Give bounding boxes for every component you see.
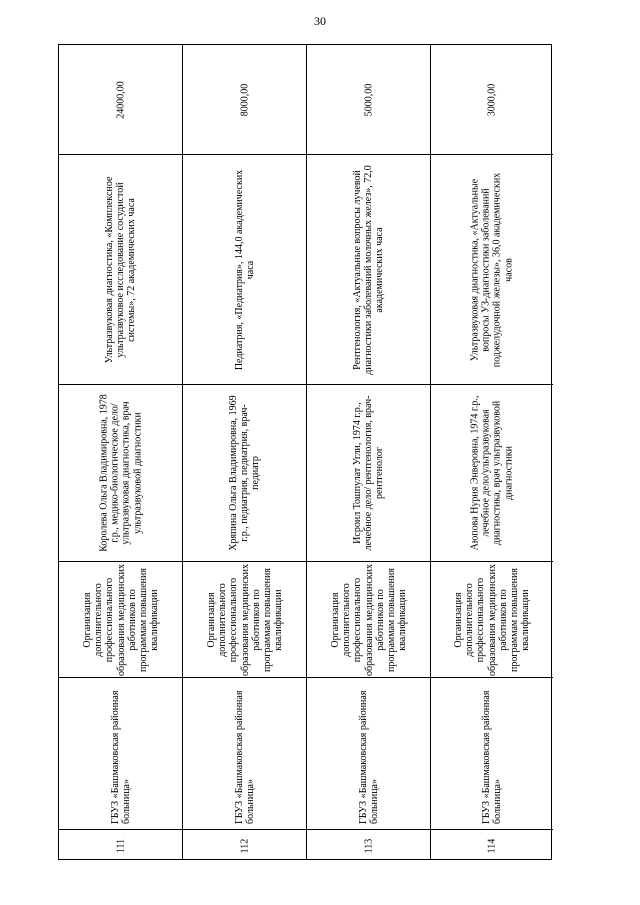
course-text: Педиатрия, «Педиатрия», 144,0 академических часа bbox=[233, 169, 256, 370]
table-row bbox=[307, 45, 431, 859]
cell-amount bbox=[431, 45, 553, 154]
cell-course bbox=[59, 154, 182, 384]
cell-course bbox=[431, 154, 553, 384]
cell-number bbox=[183, 829, 306, 861]
cell-number bbox=[431, 829, 553, 861]
cell-amount bbox=[59, 45, 182, 154]
institution-text: ГБУЗ «Башмаковская районная больница» bbox=[357, 690, 380, 824]
program-type-text: Организация дополнительного профессионального образования медицинских работников по программам повышения квалификации bbox=[452, 563, 531, 676]
specialist-text: Исроил Тошпулат Угли, 1974 г.р., лечебное дело/ рентгенология, врач-рентгенолог bbox=[351, 395, 386, 551]
page-number: 30 bbox=[314, 14, 326, 28]
table-row bbox=[431, 45, 553, 859]
cell-course bbox=[183, 154, 306, 384]
specialist-text: Хряпина Ольга Владимировна, 1969 г.р., педиатрия, педиатрия, врач-педиатр bbox=[227, 395, 262, 551]
course-text: Ультразвуковая диагностика, «Актуальные вопросы УЗ-диагностики заболеваний поджелудочной железы», 36,0 академических часов bbox=[469, 172, 515, 367]
cell-program-type bbox=[183, 561, 306, 677]
specialist-text: Аюпова Нурия Энверовна, 1974 г.р., лечебное дело/ультразвуковая диагностика, врач ультразвуковой диагностики bbox=[469, 395, 515, 551]
cell-specialist bbox=[307, 384, 430, 561]
cell-institution bbox=[307, 677, 430, 829]
row-number: 111 bbox=[114, 838, 126, 853]
cell-number bbox=[59, 829, 182, 861]
cell-amount bbox=[307, 45, 430, 154]
cell-specialist bbox=[59, 384, 182, 561]
data-table bbox=[58, 44, 552, 860]
course-text: Рентгенология, «Актуальные вопросы лучевой диагностики заболеваний молочных желез», 72,0 академических часа bbox=[351, 164, 386, 375]
program-type-text: Организация дополнительного профессионального образования медицинских работников по программам повышения квалификации bbox=[329, 563, 408, 676]
cell-institution bbox=[183, 677, 306, 829]
table-row bbox=[59, 45, 183, 859]
institution-text: ГБУЗ «Башмаковская районная больница» bbox=[233, 690, 256, 824]
institution-text: ГБУЗ «Башмаковская районная больница» bbox=[480, 690, 503, 824]
cell-program-type bbox=[431, 561, 553, 677]
institution-text: ГБУЗ «Башмаковская районная больница» bbox=[109, 690, 132, 824]
course-text: Ультразвуковая диагностика, «Комплексное ультразвуковое исследование сосудистой системы», 72 академических часа bbox=[103, 176, 138, 363]
row-number: 114 bbox=[486, 838, 498, 853]
row-number: 112 bbox=[238, 838, 250, 853]
amount-text: 8000,00 bbox=[238, 83, 250, 116]
cell-institution bbox=[59, 677, 182, 829]
amount-text: 5000,00 bbox=[362, 83, 374, 116]
row-number: 113 bbox=[362, 838, 374, 853]
table-row bbox=[183, 45, 307, 859]
cell-amount bbox=[183, 45, 306, 154]
cell-specialist bbox=[431, 384, 553, 561]
program-type-text: Организация дополнительного профессионального образования медицинских работников по программам повышения квалификации bbox=[205, 563, 284, 676]
cell-course bbox=[307, 154, 430, 384]
cell-institution bbox=[431, 677, 553, 829]
amount-text: 3000,00 bbox=[486, 83, 498, 116]
cell-specialist bbox=[183, 384, 306, 561]
cell-program-type bbox=[59, 561, 182, 677]
amount-text: 24000,00 bbox=[114, 80, 126, 119]
cell-number bbox=[307, 829, 430, 861]
program-type-text: Организация дополнительного профессионального образования медицинских работников по программам повышения квалификации bbox=[81, 563, 160, 676]
cell-program-type bbox=[307, 561, 430, 677]
specialist-text: Королева Ольга Владимировна, 1978 г.р., медико-биологическое дело/ультразвуковая диагностика, врач ультразвуковой диагностики bbox=[98, 394, 143, 552]
